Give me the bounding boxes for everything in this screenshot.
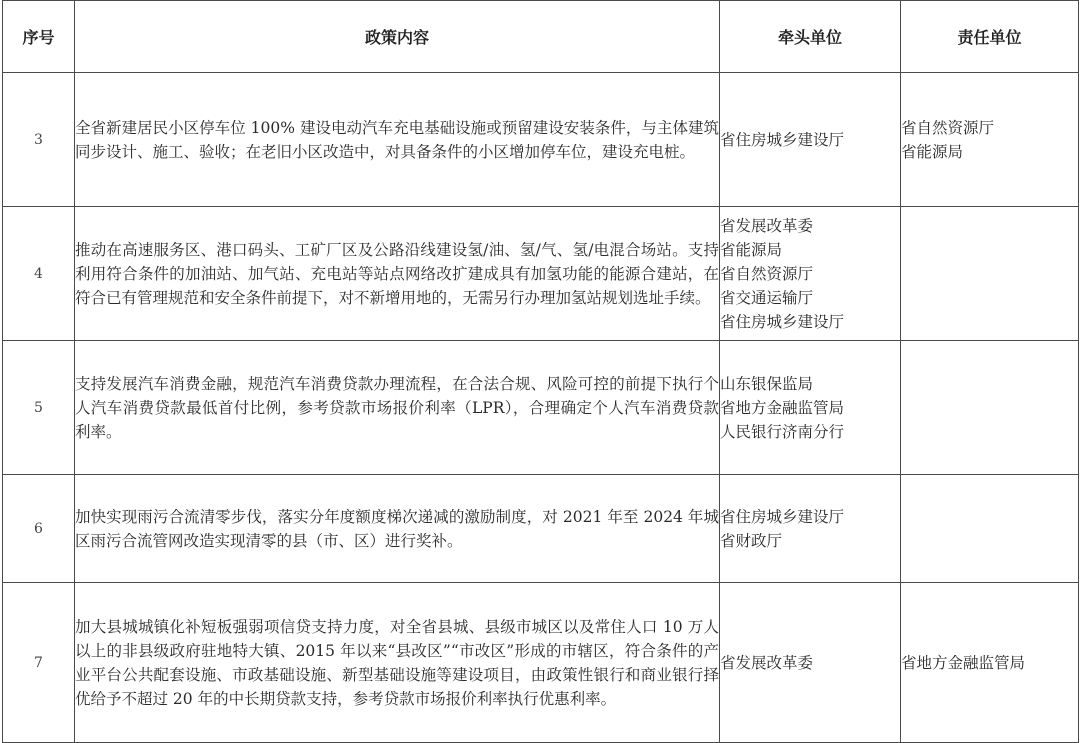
row-lead-units — [720, 73, 901, 207]
lead-unit: 省交通运输厅 — [720, 288, 814, 307]
table-row — [3, 475, 1079, 583]
row-lead-units — [720, 341, 901, 475]
lead-unit: 省能源局 — [720, 240, 783, 259]
table-row — [3, 207, 1079, 341]
row-lead-units — [720, 583, 901, 743]
header-responsible-unit: 责任单位 — [901, 1, 1079, 73]
table-header-row — [3, 1, 1079, 73]
row-serial-number: 6 — [3, 475, 75, 583]
lead-unit: 省自然资源厅 — [720, 264, 814, 283]
row-responsible-units — [901, 73, 1079, 207]
lead-unit: 省地方金融监管局 — [720, 398, 845, 417]
table-row — [3, 341, 1079, 475]
responsible-unit: 省自然资源厅 — [901, 118, 995, 137]
row-policy-content: 加大县城城镇化补短板强弱项信贷支持力度，对全省县城、县级市城区以及常住人口 10 万人以上的非县级政府驻地特大镇、2015 年以来“县改区”“市改区”形成的市辖区，符合条件的产业平台公共配套设施、市政基础设施、新型基础设施等建设项目，由政策性银行和商业银行择优给予不超过 20 年的中长期贷款支持，参考贷款市场报价利率执行优惠利率。 — [75, 583, 720, 743]
row-serial-number: 4 — [3, 207, 75, 341]
row-policy-content: 支持发展汽车消费金融，规范汽车消费贷款办理流程，在合法合规、风险可控的前提下执行个人汽车消费贷款最低首付比例，参考贷款市场报价利率（LPR），合理确定个人汽车消费贷款利率。 — [75, 341, 720, 475]
lead-unit: 山东银保监局 — [720, 374, 814, 393]
row-responsible-units — [901, 207, 1079, 341]
row-serial-number: 3 — [3, 73, 75, 207]
row-policy-content: 加快实现雨污合流清零步伐，落实分年度额度梯次递减的激励制度，对 2021 年至 2024 年城区雨污合流管网改造实现清零的县（市、区）进行奖补。 — [75, 475, 720, 583]
table-row — [3, 73, 1079, 207]
responsible-unit: 省能源局 — [901, 142, 964, 161]
row-responsible-units — [901, 475, 1079, 583]
header-policy-content: 政策内容 — [75, 1, 720, 73]
lead-unit: 省财政厅 — [720, 531, 783, 550]
policy-table — [2, 0, 1079, 743]
lead-unit: 省住房城乡建设厅 — [720, 312, 845, 331]
lead-unit: 人民银行济南分行 — [720, 422, 845, 441]
lead-unit: 省发展改革委 — [720, 653, 814, 672]
row-serial-number: 7 — [3, 583, 75, 743]
lead-unit: 省住房城乡建设厅 — [720, 130, 845, 149]
row-lead-units — [720, 207, 901, 341]
row-lead-units — [720, 475, 901, 583]
row-policy-content: 全省新建居民小区停车位 100% 建设电动汽车充电基础设施或预留建设安装条件，与主体建筑同步设计、施工、验收；在老旧小区改造中，对具备条件的小区增加停车位，建设充电桩。 — [75, 73, 720, 207]
header-lead-unit: 牵头单位 — [720, 1, 901, 73]
table-row — [3, 583, 1079, 743]
row-policy-content: 推动在高速服务区、港口码头、工矿厂区及公路沿线建设氢/油、氢/气、氢/电混合场站。支持利用符合条件的加油站、加气站、充电站等站点网络改扩建成具有加氢功能的能源合建站，在符合已有管理规范和安全条件前提下，对不新增用地的，无需另行办理加氢站规划选址手续。 — [75, 207, 720, 341]
header-serial-number: 序号 — [3, 1, 75, 73]
row-serial-number: 5 — [3, 341, 75, 475]
responsible-unit: 省地方金融监管局 — [901, 653, 1026, 672]
row-responsible-units — [901, 341, 1079, 475]
row-responsible-units — [901, 583, 1079, 743]
lead-unit: 省住房城乡建设厅 — [720, 507, 845, 526]
lead-unit: 省发展改革委 — [720, 216, 814, 235]
